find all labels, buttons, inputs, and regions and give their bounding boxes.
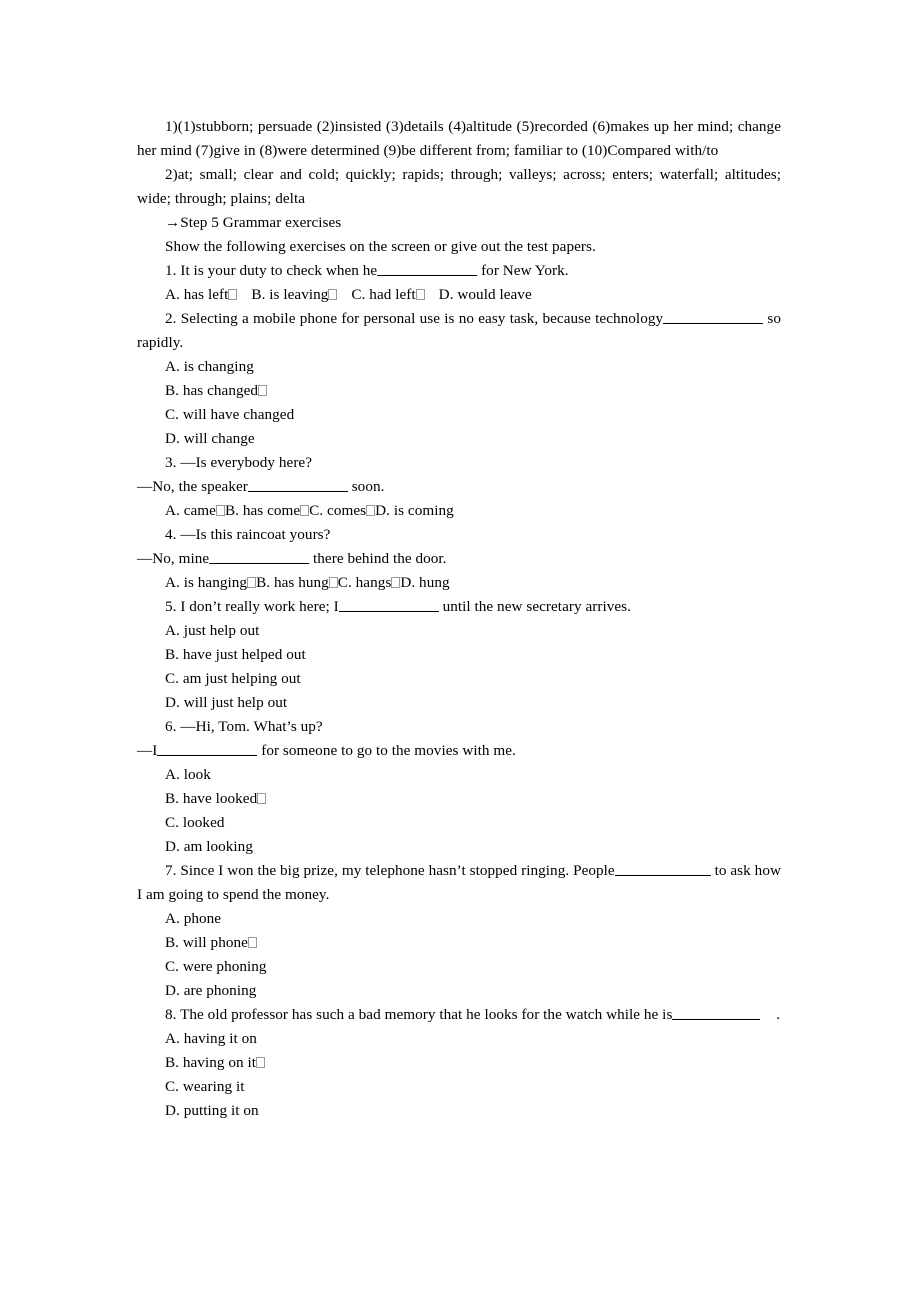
option-8b-line: [137, 1051, 781, 1075]
option-3a[interactable]: A. came: [165, 502, 216, 519]
question-3-stem: 3. —Is everybody here?: [165, 454, 313, 471]
option-7c[interactable]: C. were phoning: [165, 958, 267, 975]
box-icon: [329, 577, 338, 588]
option-6d[interactable]: D. am looking: [165, 838, 253, 855]
question-4-reply-after: there behind the door.: [309, 550, 447, 567]
question-2-stem-before: 2. Selecting a mobile phone for personal use is no easy task, because technology: [165, 310, 664, 327]
question-5-stem-after: until the new secretary arrives.: [438, 598, 631, 615]
step-heading: →Step 5 Grammar exercises: [165, 214, 342, 231]
box-icon: [247, 577, 256, 588]
option-2a-line: [137, 355, 781, 379]
option-6c-line: [137, 811, 781, 835]
option-8d[interactable]: D. putting it on: [165, 1102, 259, 1119]
option-5d[interactable]: D. will just help out: [165, 694, 288, 711]
question-1-stem: [137, 259, 781, 283]
question-7-stem-after: to ask how I am going to spend the money.: [137, 862, 781, 903]
question-4-stem: 4. —Is this raincoat yours?: [165, 526, 331, 543]
box-icon: [228, 289, 237, 300]
box-icon: [257, 793, 266, 804]
option-2b[interactable]: B. has changed: [165, 382, 259, 399]
option-4b[interactable]: B. has hung: [256, 574, 329, 591]
question-3-blank[interactable]: [248, 478, 348, 492]
option-2d-line: [137, 427, 781, 451]
option-4c[interactable]: C. hangs: [337, 574, 392, 591]
question-6-reply-before: —I: [137, 742, 158, 759]
question-6-blank[interactable]: [157, 742, 257, 756]
question-6-reply: [137, 739, 781, 763]
option-5b-line: [137, 643, 781, 667]
box-icon: [391, 577, 400, 588]
question-8-stem: [137, 1003, 781, 1027]
option-3c[interactable]: C. comes: [309, 502, 367, 519]
question-7-stem: [137, 859, 781, 907]
question-3-options: [137, 499, 781, 523]
option-8c[interactable]: C. wearing it: [165, 1078, 245, 1095]
option-5c-line: [137, 667, 781, 691]
option-3b[interactable]: B. has come: [224, 502, 301, 519]
option-1b[interactable]: B. is leaving: [251, 286, 329, 303]
option-2b-line: [137, 379, 781, 403]
question-3-reply-before: —No, the speaker: [137, 478, 248, 495]
option-8a[interactable]: A. having it on: [165, 1030, 257, 1047]
option-1d[interactable]: D. would leave: [438, 286, 532, 303]
box-icon: [366, 505, 375, 516]
option-7d[interactable]: D. are phoning: [165, 982, 257, 999]
question-8-stem-before: 8. The old professor has such a bad memory that he looks for the watch while he is: [165, 1006, 673, 1023]
option-3d[interactable]: D. is coming: [375, 502, 454, 519]
option-2d[interactable]: D. will change: [165, 430, 255, 447]
question-4-options: [137, 571, 781, 595]
option-2c-line: [137, 403, 781, 427]
option-8a-line: [137, 1027, 781, 1051]
question-2-blank[interactable]: [663, 310, 763, 324]
question-1-options: [137, 283, 781, 307]
box-icon: [216, 505, 225, 516]
option-4d[interactable]: D. hung: [400, 574, 450, 591]
question-5-stem: [137, 595, 781, 619]
option-1a[interactable]: A. has left: [165, 286, 229, 303]
option-5a[interactable]: A. just help out: [165, 622, 260, 639]
option-7d-line: [137, 979, 781, 1003]
option-6a-line: [137, 763, 781, 787]
question-1-blank[interactable]: [377, 262, 477, 276]
option-6d-line: [137, 835, 781, 859]
question-8-stem-after: .: [772, 1006, 781, 1023]
option-6a[interactable]: A. look: [165, 766, 211, 783]
option-4a[interactable]: A. is hanging: [165, 574, 248, 591]
answer-key-section-2: 2)at; small; clear and cold; quickly; rapids; through; valleys; across; enters; waterfall; altitudes; wide; through; plains; delta: [137, 166, 781, 207]
box-icon: [248, 937, 257, 948]
question-2-stem: [137, 307, 781, 355]
question-6-reply-after: for someone to go to the movies with me.: [257, 742, 516, 759]
answer-key-section-1: 1)(1)stubborn; persuade (2)insisted (3)details (4)altitude (5)recorded (6)makes up her mind; change her mind (7)give in (8)were determined (9)be different from; familiar to (10)Compared with/to: [137, 118, 781, 159]
option-8c-line: [137, 1075, 781, 1099]
question-7-blank[interactable]: [615, 862, 711, 876]
question-4-reply-before: —No, mine: [137, 550, 210, 567]
box-icon: [256, 1057, 265, 1068]
question-6-stem: 6. —Hi, Tom. What’s up?: [165, 718, 323, 735]
option-5b[interactable]: B. have just helped out: [165, 646, 306, 663]
instruction-line: Show the following exercises on the screen or give out the test papers.: [165, 238, 596, 255]
option-5a-line: [137, 619, 781, 643]
option-6c[interactable]: C. looked: [165, 814, 225, 831]
option-5d-line: [137, 691, 781, 715]
question-5-blank[interactable]: [339, 598, 439, 612]
option-7b-line: [137, 931, 781, 955]
document-page: [137, 115, 781, 1123]
box-icon: [328, 289, 337, 300]
option-5c[interactable]: C. am just helping out: [165, 670, 301, 687]
question-8-blank[interactable]: [672, 1006, 760, 1020]
option-7c-line: [137, 955, 781, 979]
question-1-stem-before: 1. It is your duty to check when he: [165, 262, 378, 279]
question-7-stem-before: 7. Since I won the big prize, my telephone hasn’t stopped ringing. People: [165, 862, 615, 879]
option-7b[interactable]: B. will phone: [165, 934, 248, 951]
box-icon: [300, 505, 309, 516]
question-3-reply: [137, 475, 781, 499]
question-4-reply: [137, 547, 781, 571]
option-7a[interactable]: A. phone: [165, 910, 222, 927]
question-3-reply-after: soon.: [347, 478, 385, 495]
option-6b-line: [137, 787, 781, 811]
box-icon: [416, 289, 425, 300]
option-2c[interactable]: C. will have changed: [165, 406, 295, 423]
option-2a[interactable]: A. is changing: [165, 358, 254, 375]
option-8b[interactable]: B. having on it: [165, 1054, 257, 1071]
question-5-stem-before: 5. I don’t really work here; I: [165, 598, 339, 615]
option-6b[interactable]: B. have looked: [165, 790, 258, 807]
option-7a-line: [137, 907, 781, 931]
option-8d-line: [137, 1099, 781, 1123]
question-1-stem-after: for New York.: [477, 262, 569, 279]
option-1c[interactable]: C. had left: [351, 286, 416, 303]
question-4-blank[interactable]: [209, 550, 309, 564]
box-icon: [258, 385, 267, 396]
question-2-stem-after: so rapidly.: [137, 310, 782, 351]
